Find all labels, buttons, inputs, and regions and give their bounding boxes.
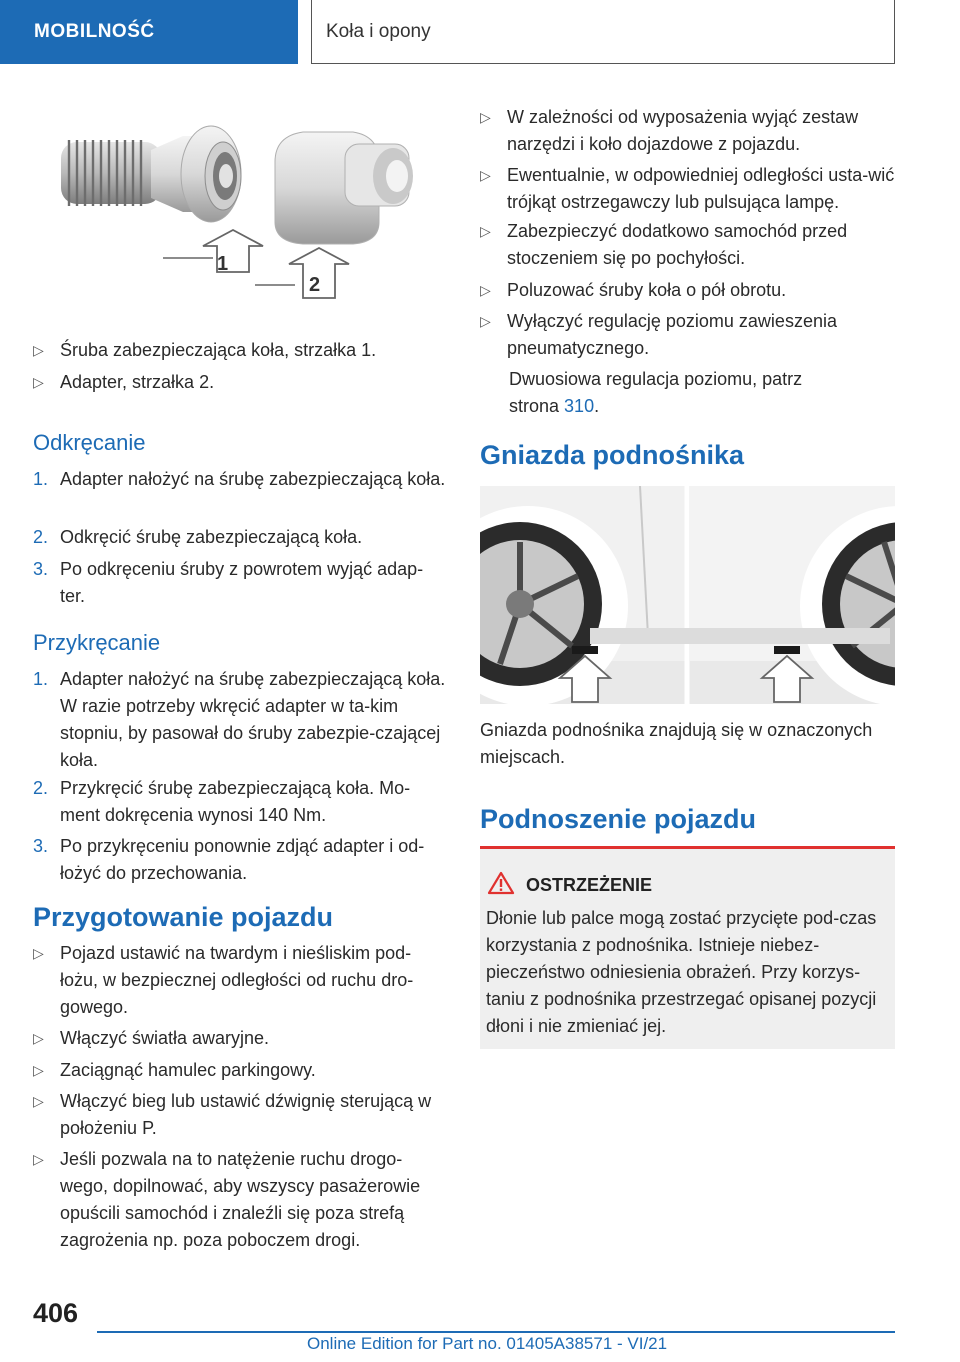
triangle-bullet-icon: ▷ [480,167,491,183]
page-link[interactable]: 310 [564,396,595,416]
triangle-bullet-icon: ▷ [33,1093,44,1109]
wheel-lock-figure [33,92,447,314]
jack-pad-rear [774,646,800,654]
triangle-bullet-icon: ▷ [33,1151,44,1167]
warning-triangle-icon [487,871,515,895]
heading-jack-points: Gniazda podnośnika [480,440,745,470]
heading-prepare: Przygotowanie pojazdu [33,902,334,932]
jack-points-illustration [480,486,895,704]
arrow-1 [203,230,263,272]
warning-box [480,846,895,1049]
triangle-bullet-icon: ▷ [480,313,491,329]
wheel-lock-illustration [33,92,447,314]
chapter-title: Koła i opony [311,0,895,64]
footer-divider [97,1331,895,1333]
adapter [275,132,413,244]
jack-points-figure [480,486,895,704]
section-tab[interactable]: MOBILNOŚĆ [0,0,298,64]
triangle-bullet-icon: ▷ [33,374,44,390]
warning-title: OSTRZEŻENIE [526,875,653,895]
callout-1: 1 [217,253,229,275]
jack-caption: Gniazda podnośnika znajdują się w oznaczonych miejscach. [480,720,873,767]
bolt-thread [61,140,161,206]
triangle-bullet-icon: ▷ [480,109,491,125]
triangle-bullet-icon: ▷ [33,945,44,961]
triangle-bullet-icon: ▷ [33,1030,44,1046]
triangle-bullet-icon: ▷ [480,282,491,298]
triangle-bullet-icon: ▷ [33,1062,44,1078]
cross-reference: Dwuosiowa regulacja poziomu, patrz strona 310. [509,369,803,416]
heading-loosen: Odkręcanie [33,430,146,455]
heading-lifting: Podnoszenie pojazdu [480,804,757,834]
jack-pad-front [572,646,598,654]
triangle-bullet-icon: ▷ [480,223,491,239]
warning-text: Dłonie lub palce mogą zostać przycięte pod-czas korzystania z podnośnika. Istnieje niebez-pieczeństwo odniesienia obrażeń. Przy korzys-taniu z podnośnika przestrzegać opisanej pozycji dłoni i nie zmieniać jej. [486,908,877,1036]
callout-2: 2 [309,274,321,296]
bolt-head [151,126,241,222]
heading-tighten: Przykręcanie [33,630,161,655]
triangle-bullet-icon: ▷ [33,342,44,358]
page-number: 406 [33,1298,79,1328]
footer-edition: Online Edition for Part no. 01405A38571 - VI/21 [307,1334,668,1353]
